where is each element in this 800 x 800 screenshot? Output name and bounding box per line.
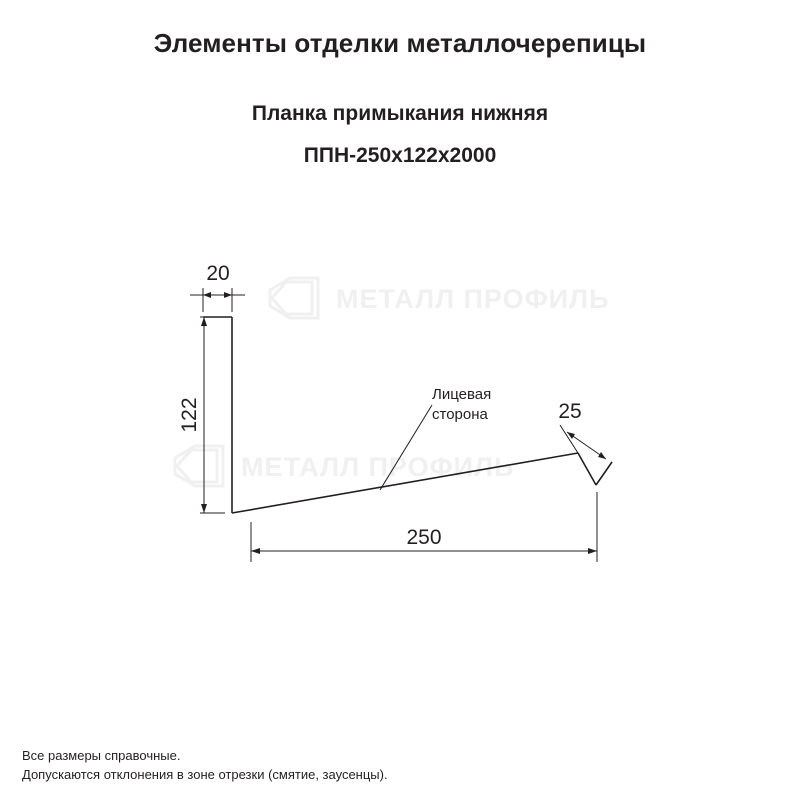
product-name: Планка примыкания нижняя	[251, 102, 549, 125]
footnote-line-1: Все размеры справочные.	[22, 748, 181, 763]
watermark-text-2: МЕТАЛЛ ПРОФИЛЬ	[241, 452, 515, 482]
drawing-svg	[0, 200, 800, 620]
dimension-left-height-label: 122	[178, 397, 201, 433]
profile-outline	[203, 317, 612, 513]
watermark-text: МЕТАЛЛ ПРОФИЛЬ	[336, 284, 610, 314]
footnotes	[22, 746, 388, 784]
technical-drawing	[0, 200, 800, 620]
dimension-top-width-label: 20	[206, 262, 230, 285]
product-code: ППН-250х122х2000	[303, 144, 497, 167]
footnote-line-2: Допускаются отклонения в зоне отрезки (смятие, заусенцы).	[22, 767, 388, 782]
face-side-label-line2: сторона	[432, 406, 488, 423]
dimension-top-width	[190, 288, 245, 312]
dimension-bottom-width-label: 250	[406, 526, 442, 549]
face-side-label-line1: Лицевая	[432, 386, 492, 403]
watermark-lower	[175, 446, 514, 486]
dimension-left-height	[200, 317, 225, 513]
title-block	[0, 26, 800, 60]
watermark-upper	[270, 278, 609, 318]
page-title: Элементы отделки металлочерепицы	[153, 28, 647, 58]
dimension-right-flange-label: 25	[558, 400, 582, 423]
watermark-group	[175, 278, 609, 486]
